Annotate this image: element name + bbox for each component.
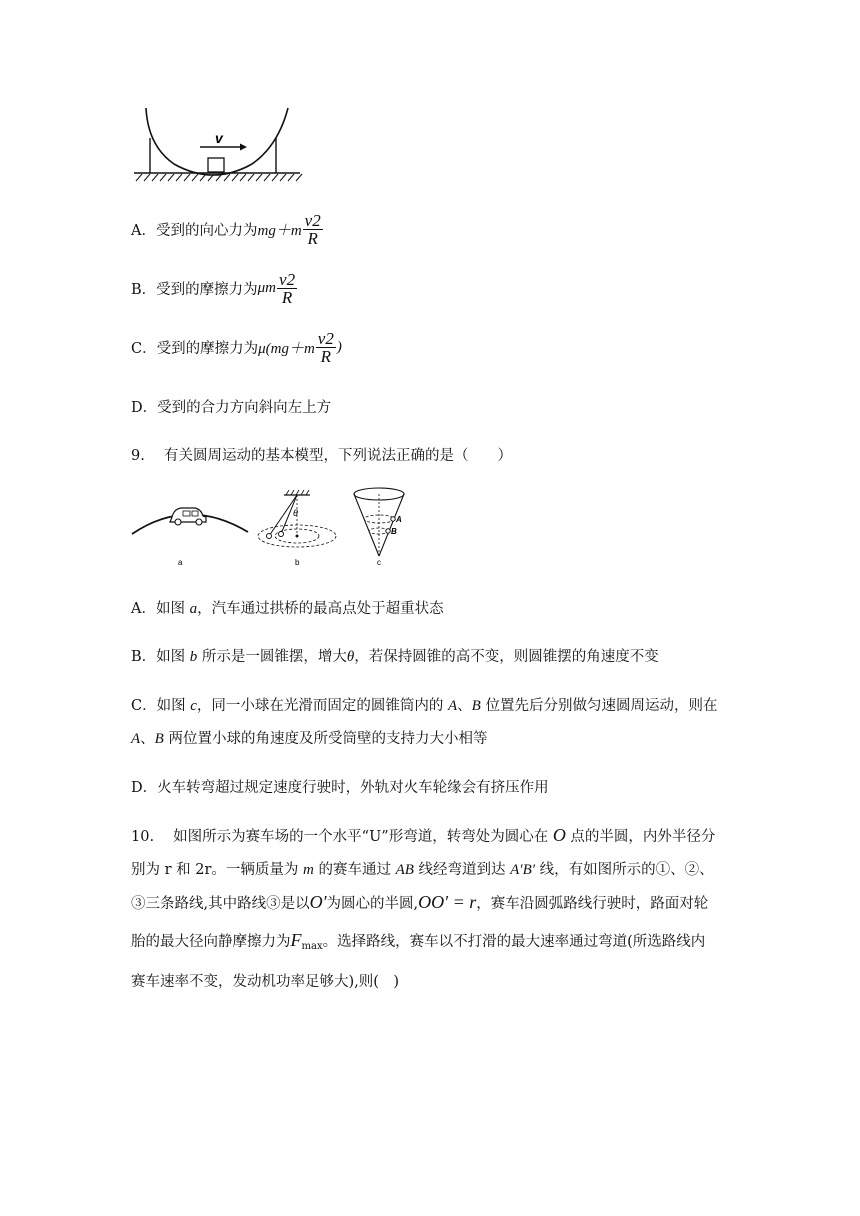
q10-l4-text-1: 胎的最大径向静摩擦力为 [131, 934, 291, 950]
option-b-numerator: v2 [279, 270, 296, 289]
q10-l2-text-4: 线，有如图所示的①、②、 [535, 862, 714, 878]
q9-c-text-4: 位置先后分别做匀速圆周运动，则在 [480, 698, 718, 714]
q9-a-text-2: ，汽车通过拱桥的最高点处于超重状态 [197, 601, 444, 617]
fig-label-c: c [377, 558, 381, 567]
option-a-numerator: v2 [304, 211, 321, 230]
q8-option-a [131, 212, 324, 247]
fig-label-B: B [391, 527, 397, 536]
q10-l4-F-sub: max [301, 941, 323, 952]
option-a-prefix: A．受到的向心力为 [131, 223, 258, 239]
q10-line-5: 赛车速率不变，发动机功率足够大),则( ) [131, 974, 400, 990]
q10-l3-text-2: 为圆心的半圆, [326, 896, 419, 912]
option-c-fraction [316, 330, 336, 365]
option-c-numerator: v2 [317, 329, 334, 348]
q9-option-d: D．火车转弯超过规定速度行驶时，外轨对火车轮缘会有挤压作用 [131, 780, 549, 796]
option-c-expr: μ(mg＋m [258, 341, 315, 357]
bowl-figure [128, 106, 303, 186]
q9-stem: 9. 有关圆周运动的基本模型，下列说法正确的是（ ） [131, 448, 512, 464]
option-b-fraction [277, 271, 297, 306]
q9-option-a [131, 597, 444, 618]
q9-c2-A: A [131, 731, 141, 747]
option-c-prefix: C．受到的摩擦力为 [131, 341, 259, 357]
q10-l3-text-3: ，赛车沿圆弧路线行驶时，路面对轮 [476, 896, 709, 912]
q10-l1-text-1: 10. 如图所示为赛车场的一个水平“U”形弯道，转弯处为圆心在 [131, 829, 553, 845]
fig-label-theta: θ [293, 508, 298, 518]
q8-option-d: D．受到的合力方向斜向左上方 [131, 400, 332, 416]
q10-l3-O-prime: O′ [309, 892, 327, 912]
q9-b-theta: θ [346, 649, 355, 665]
q9-b-text-1: B．如图 [131, 649, 190, 665]
q10-l4-F: F [290, 930, 302, 950]
option-b-prefix: B．受到的摩擦力为 [131, 282, 258, 298]
q9-option-b [131, 645, 659, 666]
velocity-label: v [215, 130, 223, 146]
q10-l3-text-1: ③三条路线,其中路线③是以 [131, 896, 310, 912]
q10-l3-equation: OO′ = r [418, 892, 477, 912]
option-c-expr-close: ) [336, 339, 342, 355]
q10-l2-text-3: 线经弯道到达 [413, 862, 511, 878]
q10-line-4 [131, 930, 705, 952]
q10-l1-text-2: 点的半圆，内外半径分 [565, 829, 716, 845]
q9-a-text-1: A．如图 [131, 601, 190, 617]
q9-figure [128, 484, 418, 572]
q10-line-1 [131, 825, 715, 846]
q8-option-c [131, 330, 342, 365]
option-a-denominator: R [307, 229, 318, 248]
q10-l2-AB: AB [395, 862, 414, 878]
q10-l2-text-2: 的赛车通过 [313, 862, 396, 878]
q10-line-2 [131, 858, 714, 879]
q9-c-A: A [448, 698, 458, 714]
q9-c-B: B [471, 698, 481, 714]
q10-line-3 [131, 892, 708, 913]
option-c-denominator: R [320, 347, 332, 366]
q9-a-var: a [189, 601, 198, 617]
fig-label-A: A [396, 515, 402, 524]
q8-option-b [131, 271, 298, 306]
q9-option-c-line2 [131, 727, 487, 748]
option-b-denominator: R [281, 288, 293, 307]
option-a-expr: mg＋m [257, 223, 302, 239]
q9-c-text-3: 、 [457, 698, 472, 714]
q10-l2-text-1: 别为 r 和 2r。一辆质量为 [131, 862, 304, 878]
q9-c2-text-1: 、 [140, 731, 155, 747]
q9-b-text-3: ，若保持圆锥的高不变，则圆锥摆的角速度不变 [354, 649, 659, 665]
q10-l1-O: O [552, 825, 566, 845]
q9-b-text-2: 所示是一圆锥摆，增大 [197, 649, 347, 665]
q9-c2-text-2: 两位置小球的角速度及所受筒壁的支持力大小相等 [163, 731, 488, 747]
q10-l4-text-2: 。选择路线，赛车以不打滑的最大速率通过弯道(所选路线内 [322, 934, 706, 950]
q9-option-c-line1 [131, 694, 717, 715]
q9-b-var: b [189, 649, 198, 665]
fig-label-b: b [295, 558, 300, 567]
q9-c-text-2: ，同一小球在光滑而固定的圆锥筒内的 [196, 698, 448, 714]
fig-label-a: a [178, 558, 183, 567]
q10-l2-m: m [303, 862, 314, 878]
q10-l2-AB2: A′B′ [510, 862, 536, 878]
q9-c-var: c [190, 698, 197, 714]
option-a-fraction [303, 212, 323, 247]
option-b-expr: μm [257, 280, 277, 296]
q9-c-text-1: C．如图 [131, 698, 191, 714]
q9-c2-B: B [154, 731, 164, 747]
